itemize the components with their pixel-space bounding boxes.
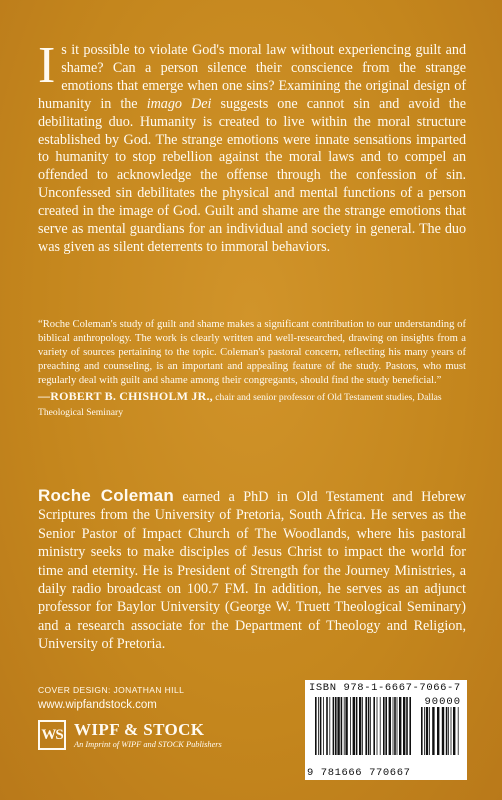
barcode-bar: [446, 707, 448, 755]
barcode-bar: [451, 707, 452, 755]
barcode-bar: [426, 707, 428, 755]
barcode-bar: [406, 697, 408, 755]
endorsement-attribution: [38, 389, 466, 419]
blurb-text-part1: s it possible to violate God's moral law without experiencing guilt and shame? Can a person silence their conscience from the strange emotions that emerge when one sins? Examining the original design of humanity in the: [38, 42, 466, 112]
barcode-bar: [344, 697, 345, 755]
endorser-name: —ROBERT B. CHISHOLM JR.,: [38, 389, 213, 404]
barcode-bar: [362, 697, 363, 755]
barcode-bar: [323, 697, 324, 755]
barcode-bar: [409, 697, 411, 755]
barcode-bar: [377, 697, 378, 755]
barcode-bar: [403, 697, 405, 755]
barcode-bar: [373, 697, 375, 755]
barcode-bar: [458, 707, 459, 755]
barcode-bar: [453, 707, 455, 755]
barcode-bar: [315, 697, 317, 755]
blurb-italic-term: imago Dei: [146, 95, 212, 112]
barcode-bar: [326, 697, 328, 755]
publisher-subtitle: An Imprint of WIPF and STOCK Publishers: [74, 740, 222, 749]
barcode-bar: [329, 697, 330, 755]
barcode-bar: [345, 697, 347, 755]
cover-design-credit: COVER DESIGN: JONATHAN HILL: [38, 685, 185, 695]
barcode-bar: [424, 707, 425, 755]
barcode-bar: [448, 707, 449, 755]
barcode-bar: [389, 697, 391, 755]
barcode-bar: [437, 707, 439, 755]
barcode-bar: [359, 697, 361, 755]
barcode-bar: [353, 697, 355, 755]
isbn-number: ISBN 978-1-6667-7066-7: [309, 682, 461, 694]
publisher-block: [38, 720, 278, 756]
isbn-barcode: [305, 680, 467, 780]
barcode-bar: [385, 697, 387, 755]
barcode-bar: [350, 697, 351, 755]
barcode-bar: [368, 697, 370, 755]
publisher-website: www.wipfandstock.com: [38, 699, 157, 711]
barcode-bar: [380, 697, 381, 755]
barcode-bar: [370, 697, 371, 755]
barcode-bar: [394, 697, 396, 755]
blurb-text-part2: suggests one cannot sin and avoid the debilitating duo. Humanity is created to live within the moral structure established by God. The strange emotions were innate sensations imparted to humanity to stop rebellion against the moral laws and to compel an offended to acknowledge the offense through the confession of sin. Unconfessed sin debilitates the physical and mental functions of a person created in the image of God. Guilt and shame are the strange emotions that serve as mental guardians for an individual and society in general. The duo was given as silent deterrents to immoral behaviors.: [38, 95, 466, 255]
barcode-bar: [397, 697, 398, 755]
barcode-bar: [320, 697, 322, 755]
barcode-bar: [337, 697, 339, 755]
barcode-bar: [429, 707, 430, 755]
barcode-bar: [341, 697, 343, 755]
publisher-logo: WS: [38, 720, 66, 750]
barcode-bar: [393, 697, 394, 755]
endorser-title: chair and senior professor of Old Testament studies, Dallas Theological Seminary: [38, 392, 442, 418]
barcode-bar: [399, 697, 401, 755]
endorsement-quote: “Roche Coleman's study of guilt and shame makes a significant contribution to our understanding of biblical anthropology. The work is clearly written and well-researched, drawing on insights from a variety of sources pertaining to the topic. Coleman's pastoral concern, reflecting his many years of preaching and counseling, is an important and appealing feature of the study. Pastors, who must regularly deal with guilt and shame among their congregants, should find the study beneficial.”: [38, 319, 466, 387]
author-bio-text: earned a PhD in Old Testament and Hebrew Scriptures from the University of Pretoria, South Africa. He serves as the Senior Pastor of Impact Church of The Woodlands, where his pastoral ministry seeks to make disciples of Jesus Christ to impact the world for time and eternity. He is President of Strength for the Journey Ministries, a daily radio broadcast on 100.7 FM. In addition, he serves as an adjunct professor for Baylor University (George W. Truett Theological Seminary) and a research associate for the Department of Theology and Religion, University of Pretoria.: [38, 489, 466, 653]
author-bio: [38, 487, 466, 654]
author-name: Roche Coleman: [38, 486, 174, 505]
barcode-bar: [318, 697, 319, 755]
publisher-name: WIPF & STOCK: [74, 720, 205, 739]
barcode-bar: [421, 707, 423, 755]
back-cover-blurb: [38, 37, 466, 257]
barcode-bar: [442, 707, 444, 755]
ean-digits: 9 781666 770667: [307, 767, 411, 779]
barcode-bar: [432, 707, 434, 755]
barcode-bar: [383, 697, 385, 755]
endorsement: [38, 318, 466, 420]
barcode-bar: [365, 697, 367, 755]
barcode-bar: [333, 697, 335, 755]
drop-cap: I: [38, 37, 56, 94]
barcode-bar: [356, 697, 358, 755]
barcode-bar: [335, 697, 337, 755]
price-code: 90000: [424, 696, 461, 708]
